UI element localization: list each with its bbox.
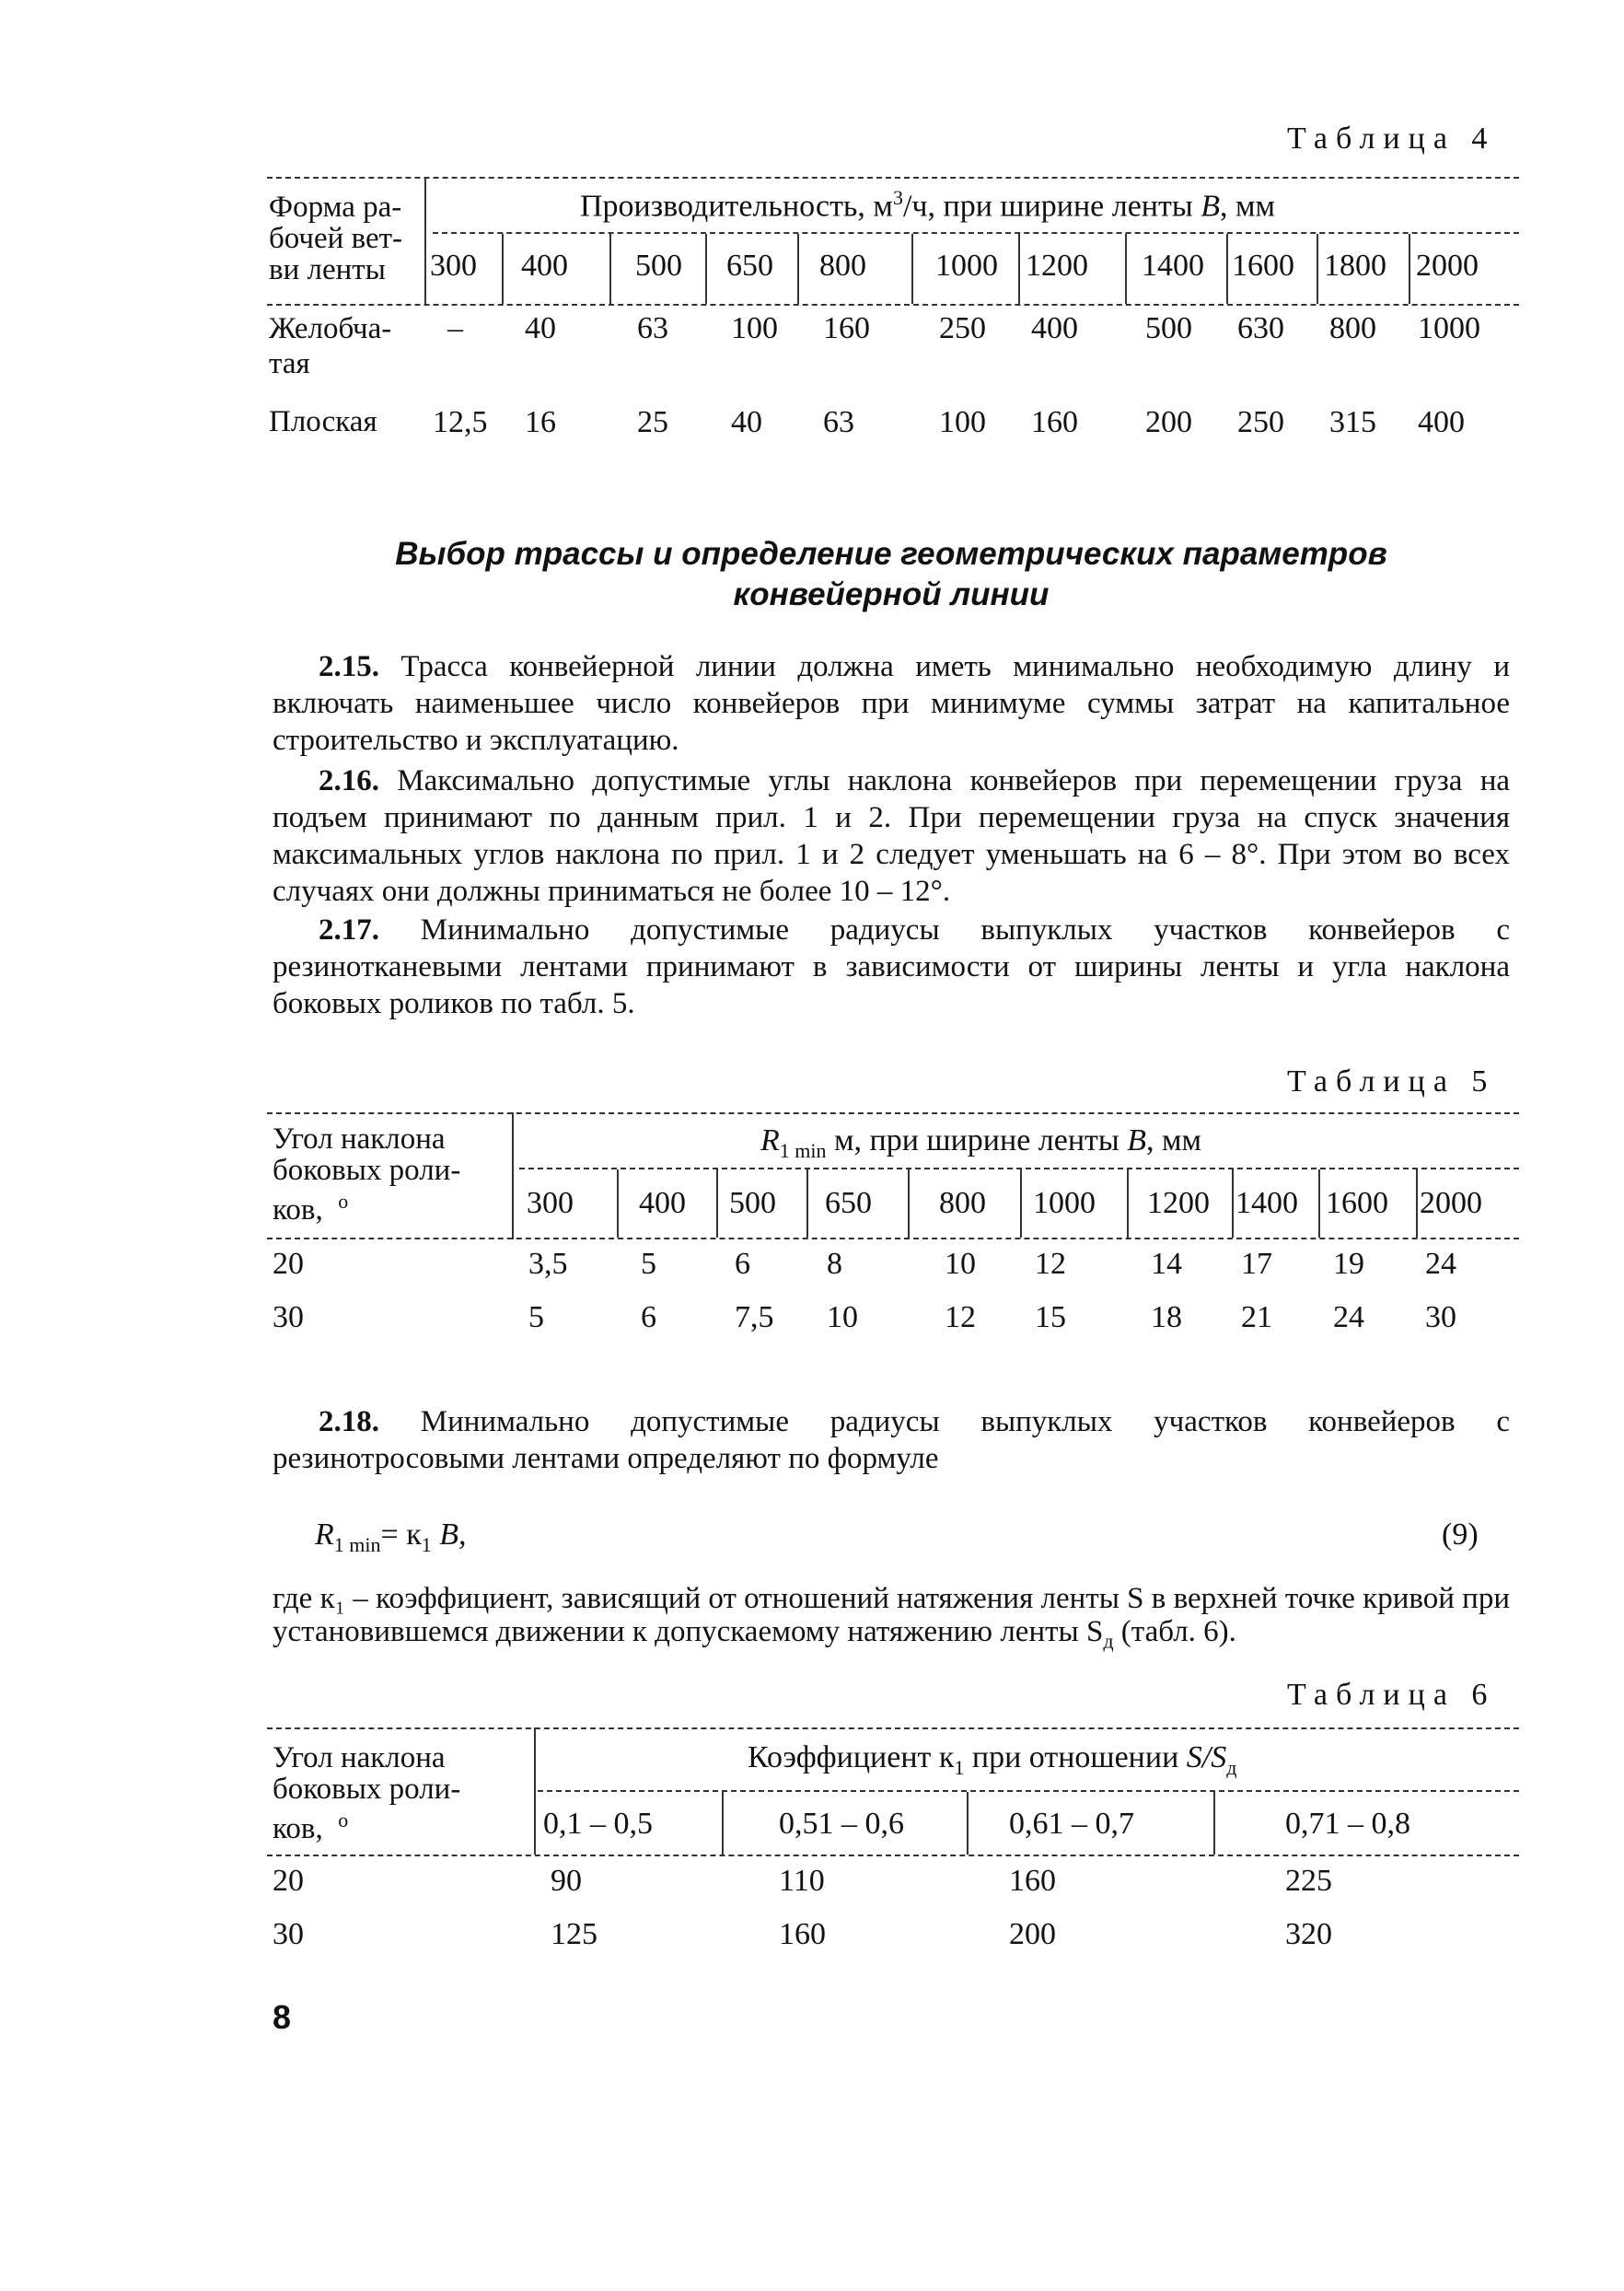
paragraph-2-17: 2.17. Минимально допустимые радиусы выпуклых участков конвейеров с резинотканевыми лентами принимают в зависимости от ширины ленты и угла наклона боковых роликов по табл. 5. <box>273 913 1510 1020</box>
t5-sep-6 <box>1127 1169 1129 1238</box>
table-cell: 30 <box>1425 1300 1456 1334</box>
table-cell: 6 <box>641 1300 656 1334</box>
table-cell: 12,5 <box>433 405 488 439</box>
t4-sep-10 <box>1409 234 1410 304</box>
table5-header-divider <box>512 1112 514 1239</box>
table4-width: 500 <box>635 249 682 283</box>
t5-sep-3 <box>806 1169 808 1238</box>
table-cell: 500 <box>1145 311 1192 345</box>
table4-subheader-rule <box>433 232 1519 234</box>
table4-group-header: Производительность, $м^3/ч$, при ширине ленты B, мм <box>580 186 1276 224</box>
table4-row-label: Плоская <box>269 405 377 438</box>
table-cell: 15 <box>1035 1300 1066 1334</box>
table-cell: 19 <box>1333 1247 1364 1281</box>
t4-sep-2 <box>609 234 611 304</box>
t5-sep-2 <box>716 1169 718 1238</box>
table-cell: 315 <box>1329 405 1376 439</box>
table-cell: 5 <box>641 1247 656 1281</box>
table-cell: 630 <box>1237 311 1284 345</box>
t4-sep-8 <box>1226 234 1228 304</box>
table-cell: 63 <box>823 405 854 439</box>
table6-row-label: 20 <box>273 1864 304 1898</box>
table5-width: 800 <box>939 1186 986 1220</box>
table6-row-header: Угол наклона боковых роли- ков, $^о$ <box>273 1741 461 1845</box>
table-cell: 125 <box>551 1917 597 1951</box>
table-cell: 24 <box>1425 1247 1456 1281</box>
table4-width: 1400 <box>1142 249 1204 283</box>
table-cell: 160 <box>779 1917 826 1951</box>
page-number: 8 <box>273 1998 292 2036</box>
table-cell: 21 <box>1241 1300 1272 1334</box>
t5-sep-7 <box>1232 1169 1234 1238</box>
t4-sep-6 <box>1018 234 1020 304</box>
table4-top-rule <box>267 177 1519 179</box>
table4-header-bottom-rule <box>267 304 1519 306</box>
table5-group-header: $R_{1 min}$ м, при ширине ленты B, мм <box>760 1123 1202 1162</box>
t4-sep-1 <box>502 234 504 304</box>
table5-width: 650 <box>825 1186 872 1220</box>
formula-explanation: где к₁ – коэффициент, зависящий от отношений натяжения ленты S в верхней точке кривой при установившемся движении к допускаемому натяжению ленты $S_д$ (табл. 6). <box>273 1582 1510 1653</box>
table-cell: 800 <box>1329 311 1376 345</box>
table5-caption: Таблица 5 <box>1287 1064 1496 1099</box>
table5-width: 500 <box>729 1186 776 1220</box>
table5-width: 2000 <box>1420 1186 1482 1220</box>
table-cell: 100 <box>939 405 986 439</box>
t5-sep-4 <box>908 1169 910 1238</box>
table-cell: 400 <box>1031 311 1078 345</box>
table-cell: 250 <box>1237 405 1284 439</box>
table4-row-label: Желобча- тая <box>269 312 392 380</box>
t5-sep-9 <box>1416 1169 1418 1238</box>
table6-range: 0,1 – 0,5 <box>543 1807 653 1841</box>
table6-caption: Таблица 6 <box>1287 1678 1496 1712</box>
table5-row-label: 20 <box>273 1247 304 1281</box>
table-cell: 24 <box>1333 1300 1364 1334</box>
table-cell: 12 <box>945 1300 976 1334</box>
table-cell: 225 <box>1285 1864 1332 1898</box>
table4-width: 2000 <box>1416 249 1479 283</box>
table-cell: 3,5 <box>528 1247 568 1281</box>
table6-group-header: Коэффициент $к_1$ при отношении $S/S_д$ <box>748 1740 1237 1779</box>
table5-width: 1000 <box>1033 1186 1096 1220</box>
table-cell: 90 <box>551 1864 582 1898</box>
table6-range: 0,51 – 0,6 <box>779 1807 904 1841</box>
table-cell: 18 <box>1151 1300 1182 1334</box>
table-cell: 320 <box>1285 1917 1332 1951</box>
table-cell: 110 <box>779 1864 825 1898</box>
section-title: Выбор трассы и определение геометрических параметров конвейерной линии <box>395 536 1387 612</box>
table5-row-label: 30 <box>273 1300 304 1334</box>
table-cell: 1000 <box>1418 311 1480 345</box>
table-cell: 8 <box>827 1247 842 1281</box>
t4-sep-3 <box>705 234 707 304</box>
t6-sep-3 <box>1213 1792 1215 1855</box>
table4-width: 400 <box>521 249 568 283</box>
table-cell: 200 <box>1009 1917 1056 1951</box>
table-cell: 6 <box>735 1247 750 1281</box>
table4-width: 300 <box>430 249 477 283</box>
table4-width: 1000 <box>935 249 998 283</box>
table6-row-label: 30 <box>273 1917 304 1951</box>
table4-row-header: Форма ра- бочей вет- ви ленты <box>269 191 403 286</box>
table-cell: 10 <box>945 1247 976 1281</box>
t6-sep-2 <box>967 1792 969 1855</box>
table4-width: 1800 <box>1324 249 1386 283</box>
table5-width: 1200 <box>1147 1186 1210 1220</box>
table-cell: 63 <box>637 311 668 345</box>
table-cell: 14 <box>1151 1247 1182 1281</box>
table-cell: 400 <box>1418 405 1465 439</box>
table5-width: 1600 <box>1326 1186 1388 1220</box>
t5-sep-1 <box>617 1169 619 1238</box>
formula-9: $R_{1 min}= к_1$ B, <box>315 1518 467 1556</box>
table-cell: 40 <box>525 311 556 345</box>
table-cell: 250 <box>939 311 986 345</box>
table5-header-bottom-rule <box>267 1238 1519 1239</box>
table-cell: 5 <box>528 1300 544 1334</box>
table6-header-divider <box>534 1727 536 1855</box>
table-cell: 40 <box>731 405 762 439</box>
table4-caption: Таблица 4 <box>1287 122 1496 156</box>
table5-row-header: Угол наклона боковых роли- ков, $^о$ <box>273 1122 461 1227</box>
table6-header-bottom-rule <box>267 1855 1519 1856</box>
table-cell: 12 <box>1035 1247 1066 1281</box>
table4-width: 800 <box>819 249 866 283</box>
table4-width: 1600 <box>1232 249 1294 283</box>
paragraph-2-15: 2.15. Трасса конвейерной линии должна иметь минимально необходимую длину и включать наименьшее число конвейеров при минимуме суммы затрат на капитальное строительство и эксплуатацию. <box>273 650 1511 757</box>
table-cell: 16 <box>525 405 556 439</box>
table-cell: 200 <box>1145 405 1192 439</box>
table-cell: 25 <box>637 405 668 439</box>
t4-sep-5 <box>911 234 913 304</box>
t4-sep-7 <box>1125 234 1127 304</box>
table5-width: 300 <box>527 1186 574 1220</box>
t4-sep-9 <box>1317 234 1318 304</box>
table-cell: 17 <box>1241 1247 1272 1281</box>
table-cell: 160 <box>1031 405 1078 439</box>
paragraph-2-18: 2.18. Минимально допустимые радиусы выпуклых участков конвейеров с резинотросовыми лентами определяют по формуле <box>273 1405 1510 1475</box>
table-cell: 160 <box>823 311 870 345</box>
formula-number: (9) <box>1442 1518 1479 1552</box>
table5-top-rule <box>267 1112 1519 1114</box>
paragraph-2-16: 2.16. Максимально допустимые углы наклона конвейеров при перемещении груза на подъем принимают по данным прил. 1 и 2. При перемещении груза на спуск значения максимальных углов наклона по прил. 1 и 2 следует уменьшать на 6 – 8°. При этом во всех случаях они должны приниматься не более 10 – 12°. <box>273 764 1510 908</box>
table-cell: 100 <box>731 311 778 345</box>
table6-range: 0,61 – 0,7 <box>1009 1807 1134 1841</box>
t5-sep-5 <box>1020 1169 1022 1238</box>
table6-range: 0,71 – 0,8 <box>1285 1807 1410 1841</box>
table-cell: 160 <box>1009 1864 1056 1898</box>
t4-sep-4 <box>797 234 799 304</box>
table4-header-divider <box>424 177 426 306</box>
t6-sep-1 <box>722 1792 724 1855</box>
table5-width: 1400 <box>1235 1186 1298 1220</box>
table6-top-rule <box>267 1727 1519 1729</box>
table4-width: 650 <box>726 249 773 283</box>
table5-width: 400 <box>639 1186 686 1220</box>
table-cell: 7,5 <box>735 1300 774 1334</box>
table4-width: 1200 <box>1026 249 1088 283</box>
t5-sep-8 <box>1318 1169 1320 1238</box>
table-cell: 10 <box>827 1300 858 1334</box>
table6-subheader-rule <box>538 1790 1519 1792</box>
table5-subheader-rule <box>519 1168 1519 1169</box>
table-cell: – <box>447 311 463 345</box>
